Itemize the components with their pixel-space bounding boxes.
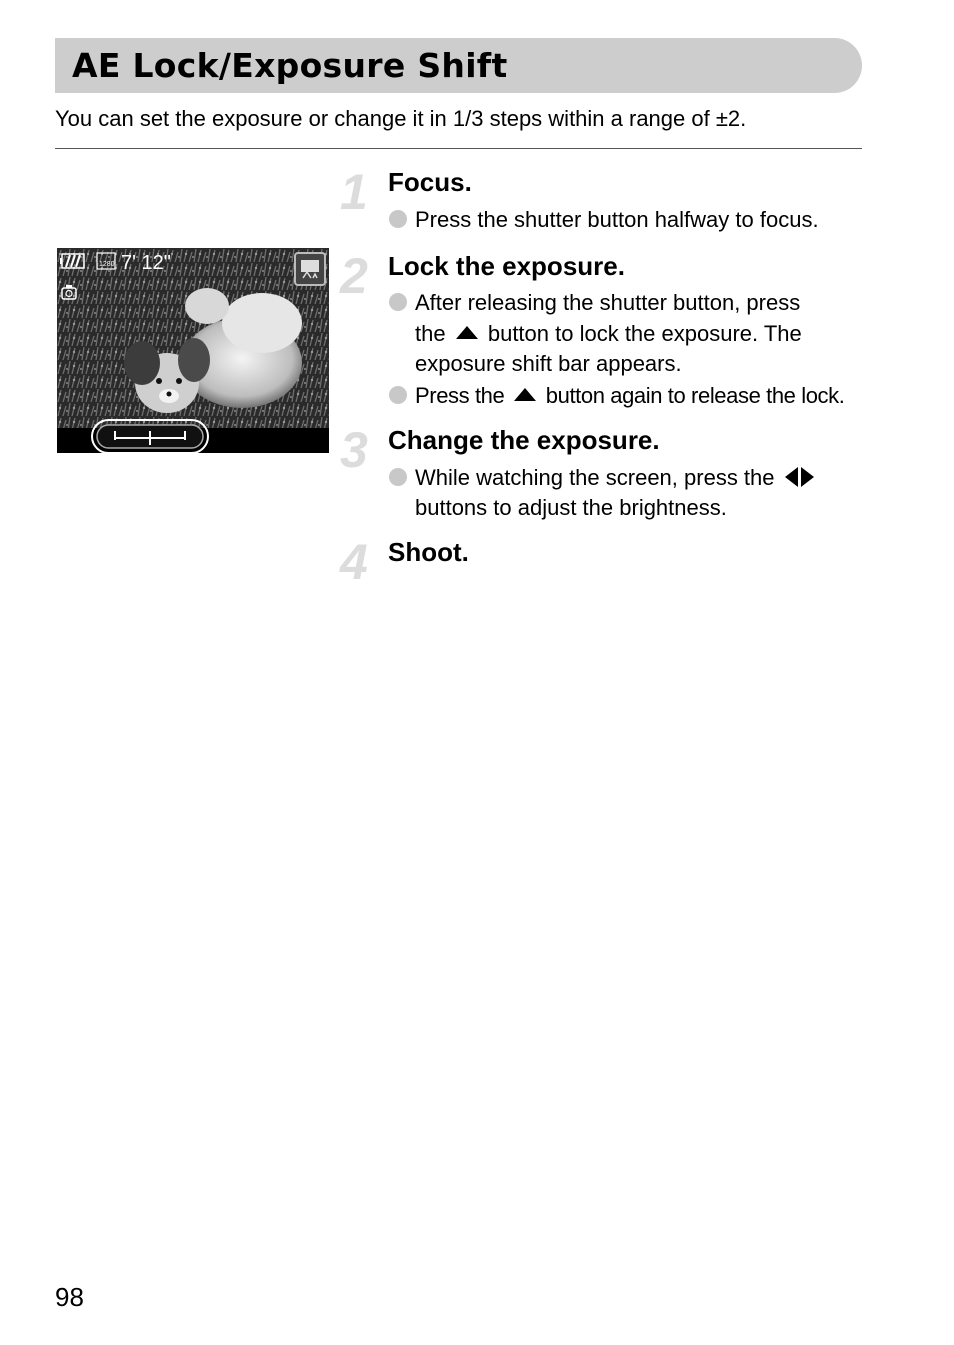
bullet-icon xyxy=(389,386,407,404)
bullet-icon xyxy=(389,468,407,486)
page-number: 98 xyxy=(55,1282,84,1312)
step-title-lock-exposure: Lock the exposure. xyxy=(388,251,625,281)
page-title: AE Lock/Exposure Shift xyxy=(72,46,508,85)
step-2-instruction-line2: the button to lock the exposure. The xyxy=(415,321,802,346)
step-2-release-instruction: Press the button again to release the lock. xyxy=(415,383,845,408)
right-arrow-button-icon xyxy=(801,467,814,487)
intro-text: You can set the exposure or change it in 1/3 steps within a range of ±2. xyxy=(55,106,747,131)
left-arrow-button-icon xyxy=(785,467,798,487)
step-2-instruction-line3: exposure shift bar appears. xyxy=(415,351,682,376)
title-bar xyxy=(55,38,862,93)
step-title-shoot: Shoot. xyxy=(388,537,469,567)
step-number-3: 3 xyxy=(340,422,368,478)
step-3-instruction-line1: While watching the screen, press the xyxy=(415,465,814,491)
step-number-2: 2 xyxy=(340,248,368,304)
step-2-instruction-line1: After releasing the shutter button, press xyxy=(415,290,801,315)
step-1-instruction: Press the shutter button halfway to focus. xyxy=(415,207,819,232)
step-number-4: 4 xyxy=(340,534,368,590)
step-title-change-exposure: Change the exposure. xyxy=(388,425,660,455)
camera-screen-image xyxy=(57,248,329,453)
movie-mode-icon xyxy=(295,253,325,285)
resolution-badge: 1280 xyxy=(99,261,115,268)
step-3-instruction-line2: buttons to adjust the brightness. xyxy=(415,495,727,520)
step-title-focus: Focus. xyxy=(388,167,472,197)
up-arrow-button-icon xyxy=(514,388,536,401)
exposure-shift-bar xyxy=(92,420,208,453)
step-number-1: 1 xyxy=(340,164,368,220)
recording-time: 7' 12" xyxy=(121,252,171,274)
up-arrow-button-icon xyxy=(456,326,478,339)
divider xyxy=(55,148,862,149)
camera-screen-photo xyxy=(57,248,329,453)
bullet-icon xyxy=(389,293,407,311)
bullet-icon xyxy=(389,210,407,228)
